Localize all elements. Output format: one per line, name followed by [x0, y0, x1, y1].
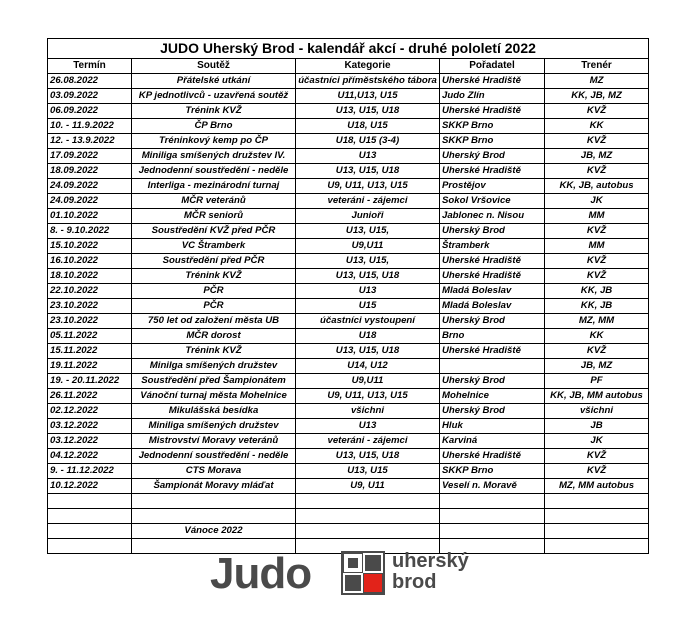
title-row [48, 39, 649, 59]
table-row [48, 434, 649, 449]
table-row [48, 164, 649, 179]
calendar-table [47, 38, 649, 554]
cell-kategorie: U13, U15, [296, 224, 440, 239]
cell-kategorie: U14, U12 [296, 359, 440, 374]
calendar-sheet [47, 38, 648, 554]
cell-trener: PF [545, 374, 649, 389]
cell-poradatel: Uherské Hradiště [440, 269, 545, 284]
cell-termin: 26.08.2022 [48, 74, 132, 89]
cell-soutez: MČR veteránů [132, 194, 296, 209]
cell-poradatel: Mladá Boleslav [440, 284, 545, 299]
logo-judo-text: Judo [210, 549, 312, 598]
cell-trener: KVŽ [545, 104, 649, 119]
cell-poradatel: Jablonec n. Nisou [440, 209, 545, 224]
cell-poradatel: Štramberk [440, 239, 545, 254]
header-trener: Trenér [545, 59, 649, 74]
cell-trener: JB, MZ [545, 359, 649, 374]
cell-poradatel: Uherské Hradiště [440, 449, 545, 464]
cell-termin [48, 524, 132, 539]
cell-soutez: CTS Morava [132, 464, 296, 479]
cell-termin: 22.10.2022 [48, 284, 132, 299]
cell-poradatel: Uherský Brod [440, 224, 545, 239]
cell-termin: 24.09.2022 [48, 194, 132, 209]
cell-soutez: Šampionát Moravy mláďat [132, 479, 296, 494]
cell-trener: KVŽ [545, 254, 649, 269]
cell-trener: MZ, MM [545, 314, 649, 329]
cell-termin: 18.10.2022 [48, 269, 132, 284]
cell-soutez: ČP Brno [132, 119, 296, 134]
cell-kategorie: U18, U15 [296, 119, 440, 134]
cell-soutez: VC Štramberk [132, 239, 296, 254]
table-row [48, 284, 649, 299]
cell-trener: KVŽ [545, 344, 649, 359]
cell-soutez: PČR [132, 299, 296, 314]
header-kategorie: Kategorie [296, 59, 440, 74]
cell-termin: 9. - 11.12.2022 [48, 464, 132, 479]
cell-termin: 04.12.2022 [48, 449, 132, 464]
cell-kategorie: U13, U15, U18 [296, 164, 440, 179]
cell-soutez: Trénink KVŽ [132, 104, 296, 119]
table-row [48, 449, 649, 464]
cell-trener: KVŽ [545, 464, 649, 479]
cell-soutez: PČR [132, 284, 296, 299]
cell-soutez: Jednodenní soustředění - neděle [132, 164, 296, 179]
table-row [48, 524, 649, 539]
cell-soutez [132, 494, 296, 509]
header-soutez: Soutěž [132, 59, 296, 74]
cell-termin: 8. - 9.10.2022 [48, 224, 132, 239]
cell-poradatel: Hluk [440, 419, 545, 434]
cell-kategorie: U18 [296, 329, 440, 344]
cell-soutez: Soustředění před Šampionátem [132, 374, 296, 389]
table-row [48, 314, 649, 329]
cell-soutez: Přátelské utkání [132, 74, 296, 89]
table-row [48, 299, 649, 314]
cell-trener: MM [545, 209, 649, 224]
cell-poradatel: Uherský Brod [440, 404, 545, 419]
logo-line1: uherský [392, 550, 469, 572]
table-row [48, 389, 649, 404]
cell-termin: 24.09.2022 [48, 179, 132, 194]
table-row [48, 89, 649, 104]
cell-soutez: Miniliga smíšených družstev [132, 419, 296, 434]
cell-trener: KK [545, 329, 649, 344]
cell-trener: MZ [545, 74, 649, 89]
cell-kategorie [296, 494, 440, 509]
cell-poradatel: Uherský Brod [440, 314, 545, 329]
cell-kategorie: veteráni - zájemci [296, 434, 440, 449]
cell-poradatel: Brno [440, 329, 545, 344]
cell-kategorie: U9, U11, U13, U15 [296, 389, 440, 404]
cell-soutez: Mistrovství Moravy veteránů [132, 434, 296, 449]
cell-kategorie: U13, U15, U18 [296, 104, 440, 119]
cell-kategorie: U13, U15, [296, 254, 440, 269]
cell-termin: 17.09.2022 [48, 149, 132, 164]
table-row [48, 374, 649, 389]
cell-trener: KVŽ [545, 224, 649, 239]
cell-kategorie: U13 [296, 419, 440, 434]
cell-termin: 02.12.2022 [48, 404, 132, 419]
cell-kategorie: U9, U11, U13, U15 [296, 179, 440, 194]
cell-trener: MM [545, 239, 649, 254]
table-row [48, 419, 649, 434]
cell-kategorie: všichni [296, 404, 440, 419]
cell-trener: KVŽ [545, 164, 649, 179]
header-termin: Termín [48, 59, 132, 74]
logo-mark-icon [341, 551, 385, 595]
cell-kategorie [296, 509, 440, 524]
cell-soutez: KP jednotlivců - uzavřená soutěž [132, 89, 296, 104]
cell-poradatel: Prostějov [440, 179, 545, 194]
cell-poradatel [440, 494, 545, 509]
cell-trener [545, 539, 649, 554]
table-row [48, 359, 649, 374]
cell-soutez: MČR dorost [132, 329, 296, 344]
cell-trener: KK, JB [545, 299, 649, 314]
cell-kategorie: U13, U15, U18 [296, 269, 440, 284]
cell-poradatel: Uherské Hradiště [440, 344, 545, 359]
cell-trener: KK, JB [545, 284, 649, 299]
cell-trener: KK, JB, MM autobus [545, 389, 649, 404]
cell-soutez: Trénink KVŽ [132, 269, 296, 284]
cell-soutez: Mikulášská besídka [132, 404, 296, 419]
cell-poradatel [440, 524, 545, 539]
cell-trener [545, 524, 649, 539]
table-row [48, 134, 649, 149]
cell-soutez: Jednodenní soustředění - neděle [132, 449, 296, 464]
table-row [48, 464, 649, 479]
cell-poradatel: Uherské Hradiště [440, 164, 545, 179]
cell-soutez: Soustředění před PČR [132, 254, 296, 269]
cell-termin: 19. - 20.11.2022 [48, 374, 132, 389]
cell-soutez: Miniliga smíšených družstev IV. [132, 149, 296, 164]
cell-poradatel: Sokol Vršovice [440, 194, 545, 209]
cell-poradatel: Judo Zlín [440, 89, 545, 104]
cell-kategorie: účastníci příměstského tábora [296, 74, 440, 89]
cell-kategorie: veteráni - zájemci [296, 194, 440, 209]
cell-termin: 16.10.2022 [48, 254, 132, 269]
cell-poradatel: Mladá Boleslav [440, 299, 545, 314]
table-row [48, 479, 649, 494]
cell-termin: 26.11.2022 [48, 389, 132, 404]
cell-termin: 23.10.2022 [48, 299, 132, 314]
cell-trener: JB, MZ [545, 149, 649, 164]
cell-trener: KVŽ [545, 449, 649, 464]
cell-termin: 01.10.2022 [48, 209, 132, 224]
table-row [48, 209, 649, 224]
cell-poradatel: Uherské Hradiště [440, 104, 545, 119]
table-row [48, 119, 649, 134]
cell-kategorie: U9, U11 [296, 479, 440, 494]
cell-trener: KK, JB, MZ [545, 89, 649, 104]
cell-trener: KK, JB, autobus [545, 179, 649, 194]
cell-trener: JB [545, 419, 649, 434]
cell-kategorie: U9,U11 [296, 239, 440, 254]
cell-termin [48, 494, 132, 509]
cell-kategorie: Junioři [296, 209, 440, 224]
cell-termin: 12. - 13.9.2022 [48, 134, 132, 149]
cell-termin: 03.12.2022 [48, 419, 132, 434]
logo-line2: brod [392, 571, 437, 593]
cell-poradatel [440, 509, 545, 524]
table-row [48, 224, 649, 239]
cell-kategorie: U9,U11 [296, 374, 440, 389]
table-row [48, 509, 649, 524]
cell-poradatel: Veselí n. Moravě [440, 479, 545, 494]
table-row [48, 194, 649, 209]
cell-trener: všichni [545, 404, 649, 419]
cell-kategorie: U13, U15 [296, 464, 440, 479]
cell-termin: 05.11.2022 [48, 329, 132, 344]
cell-soutez: Minilga smíšených družstev [132, 359, 296, 374]
cell-poradatel: Karviná [440, 434, 545, 449]
cell-poradatel: Mohelnice [440, 389, 545, 404]
cell-kategorie: U13, U15, U18 [296, 344, 440, 359]
cell-poradatel: SKKP Brno [440, 119, 545, 134]
cell-trener: JK [545, 434, 649, 449]
cell-soutez: Vánoce 2022 [132, 524, 296, 539]
cell-poradatel: SKKP Brno [440, 134, 545, 149]
cell-poradatel: Uherské Hradiště [440, 254, 545, 269]
cell-kategorie: U11,U13, U15 [296, 89, 440, 104]
cell-poradatel: Uherský Brod [440, 374, 545, 389]
table-row [48, 239, 649, 254]
cell-termin: 15.10.2022 [48, 239, 132, 254]
cell-soutez: Interliga - mezinárodní turnaj [132, 179, 296, 194]
cell-termin: 15.11.2022 [48, 344, 132, 359]
judo-uhersky-brod-logo [210, 550, 490, 600]
cell-termin: 10.12.2022 [48, 479, 132, 494]
cell-poradatel: Uherské Hradiště [440, 74, 545, 89]
table-row [48, 149, 649, 164]
cell-soutez: Vánoční turnaj města Mohelnice [132, 389, 296, 404]
cell-trener: KK [545, 119, 649, 134]
table-row [48, 104, 649, 119]
header-poradatel: Pořadatel [440, 59, 545, 74]
table-row [48, 179, 649, 194]
table-row [48, 254, 649, 269]
cell-trener: MZ, MM autobus [545, 479, 649, 494]
table-row [48, 404, 649, 419]
cell-soutez: Tréninkový kemp po ČP [132, 134, 296, 149]
cell-trener: KVŽ [545, 269, 649, 284]
cell-soutez: Trénink KVŽ [132, 344, 296, 359]
cell-termin: 06.09.2022 [48, 104, 132, 119]
logo-city-text [392, 551, 469, 593]
cell-poradatel [440, 359, 545, 374]
cell-trener: KVŽ [545, 134, 649, 149]
cell-kategorie: U13, U15, U18 [296, 449, 440, 464]
cell-termin: 18.09.2022 [48, 164, 132, 179]
cell-termin: 19.11.2022 [48, 359, 132, 374]
cell-trener [545, 494, 649, 509]
cell-kategorie: účastníci vystoupení [296, 314, 440, 329]
header-row [48, 59, 649, 74]
cell-termin: 10. - 11.9.2022 [48, 119, 132, 134]
cell-kategorie: U18, U15 (3-4) [296, 134, 440, 149]
table-row [48, 329, 649, 344]
cell-termin [48, 509, 132, 524]
table-title: JUDO Uherský Brod - kalendář akcí - druhé pololetí 2022 [48, 39, 649, 59]
cell-kategorie [296, 524, 440, 539]
cell-poradatel: SKKP Brno [440, 464, 545, 479]
cell-termin: 03.12.2022 [48, 434, 132, 449]
cell-trener [545, 509, 649, 524]
cell-termin: 23.10.2022 [48, 314, 132, 329]
cell-kategorie: U15 [296, 299, 440, 314]
cell-soutez: 750 let od založení města UB [132, 314, 296, 329]
cell-soutez: Soustředění KVŽ před PČR [132, 224, 296, 239]
cell-kategorie: U13 [296, 284, 440, 299]
cell-termin: 03.09.2022 [48, 89, 132, 104]
cell-kategorie: U13 [296, 149, 440, 164]
cell-trener: JK [545, 194, 649, 209]
cell-soutez [132, 509, 296, 524]
table-body [48, 74, 649, 554]
table-row [48, 344, 649, 359]
table-row [48, 74, 649, 89]
cell-poradatel: Uherský Brod [440, 149, 545, 164]
cell-soutez: MČR seniorů [132, 209, 296, 224]
table-row [48, 269, 649, 284]
cell-termin [48, 539, 132, 554]
table-row [48, 494, 649, 509]
